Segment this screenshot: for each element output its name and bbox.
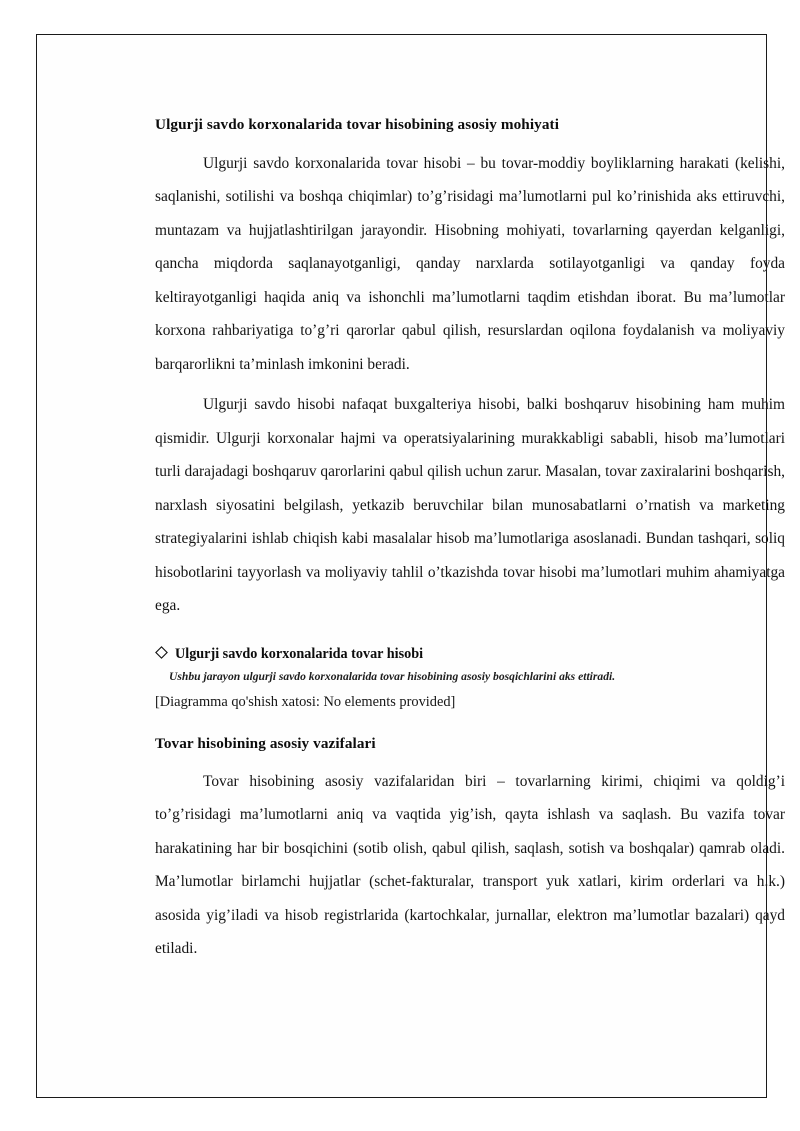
diagram-heading-label: Ulgurji savdo korxonalarida tovar hisobi [175, 645, 424, 662]
page-title: Ulgurji savdo korxonalarida tovar hisobining asosiy mohiyati [155, 116, 560, 133]
paragraph: Ulgurji savdo hisobi nafaqat buxgalteriya hisobi, balki boshqaruv hisobining ham muhim qismidir. Ulgurji korxonalar hajmi va operatsiyalarining murakkabligi sababli, hisob ma’lumotlari turli darajadagi boshqaruv qarorlarini qabul qilish uchun zarur. Masalan, tovar zaxiralarini boshqarish, narxlash siyosatini belgilash, yetkazib beruvchilar bilan munosabatlarni o’rnatish va marketing strategiyalarini ishlab chiqish kabi masalalar hisob ma’lumotlariga asoslanadi. Bundan tashqari, soliq hisobotlarini tayyorlash va moliyaviy tahlil o’tkazishda tovar hisobi ma’lumotlari muhim ahamiyatga ega. [155, 396, 785, 615]
diagram-block [155, 645, 785, 713]
diagram-heading-row [155, 645, 785, 663]
paragraph: Ulgurji savdo korxonalarida tovar hisobi – bu tovar-moddiy boyliklarning harakati (kelishi, saqlanishi, sotilishi va boshqa chiqimlar) to’g’risidagi ma’lumotlarni pul ko’rinishida aks ettiruvchi, muntazam va hujjatlashtirilgan jarayondir. Hisobning mohiyati, tovarlarning qayerdan kelganligi, qancha miqdorda saqlanayotganligi, qanday narxlarda sotilayotganligi va qanday foyda keltirayotganligi haqida aniq va ishonchli ma’lumotlarni taqdim etishdan iborat. Bu ma’lumotlar korxona rahbariyatiga to’g’ri qarorlar qabul qilish, resurslardan oqilona foydalanish va moliyaviy barqarorlikni ta’minlash imkonini beradi. [155, 154, 785, 373]
document-content [155, 115, 785, 973]
section-heading-two: Tovar hisobining asosiy vazifalari [155, 735, 376, 753]
paragraph: Tovar hisobining asosiy vazifalaridan biri – tovarlarning kirimi, chiqimi va qoldig’i to’g’risidagi ma’lumotlarni aniq va vaqtida yig’ish, qayta ishlash va saqlash. Bu vazifa tovar harakatining har bir bosqichini (sotib olish, qabul qilish, saqlash, sotish va boshqalar) qamrab oladi. Ma’lumotlar birlamchi hujjatlar (schet-fakturalar, transport yuk xatlari, kirim orderlari va h.k.) asosida yig’iladi va hisob registrlarida (kartochkalar, jurnallar, elektron ma’lumotlar bazalari) qayd etiladi. [155, 772, 785, 958]
diamond-outline-icon [155, 646, 168, 659]
diagram-subtitle: Ushbu jarayon ulgurji savdo korxonalarida tovar hisobining asosiy bosqichlarini aks ettiradi. [169, 669, 616, 683]
page-border-frame [36, 34, 785, 1098]
diagram-error-message: [Diagramma qo'shish xatosi: No elements provided] [155, 694, 456, 711]
